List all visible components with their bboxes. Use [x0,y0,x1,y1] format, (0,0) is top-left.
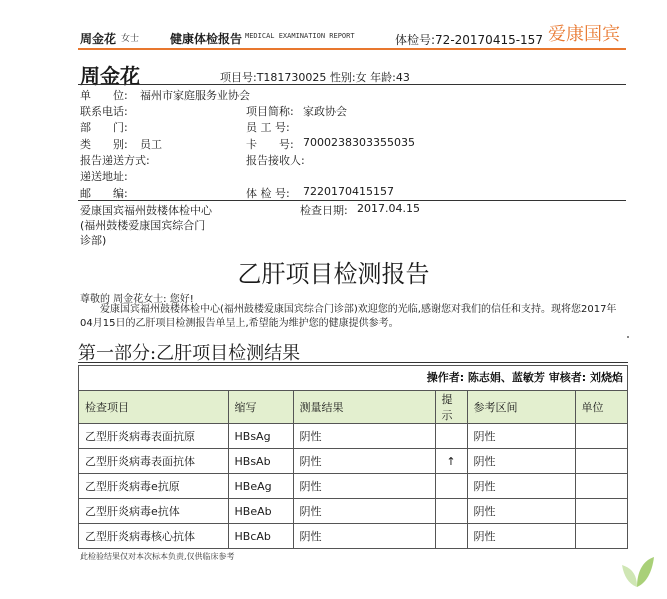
category-label: 类 别: [80,138,128,151]
col-header-result: 测量结果 [293,391,435,424]
col-header-abbr: 缩写 [228,391,293,424]
margin-dot [627,336,629,338]
table-row [79,474,627,499]
cell-unit [575,474,627,499]
col-header-reference: 参考区间 [467,391,575,424]
exam-center-line1: 爱康国宾福州鼓楼体检中心 [80,204,212,217]
report-type-title: 健康体检报告 [170,32,243,46]
cell-result: 阴性 [293,524,435,549]
cell-result: 阴性 [293,499,435,524]
cell-unit [575,449,627,474]
cell-unit [575,424,627,449]
cell-abbr: HBeAg [228,474,293,499]
cell-reference: 阴性 [467,499,575,524]
receiver-label: 报告接收人: [246,154,305,167]
category-value: 员工 [140,138,162,151]
table-row [79,524,627,549]
table-row [79,424,627,449]
greeting: 尊敬的 周金花女士: 您好! [80,294,194,305]
header-divider [78,48,626,50]
cell-item: 乙型肝炎病毒核心抗体 [79,524,228,549]
exam-id-label: 体 检 号: [246,187,290,200]
info-divider [78,84,626,85]
exam-date-label: 检查日期: [300,204,348,217]
cell-unit [575,524,627,549]
section-title: 第一部分:乙肝项目检测结果 [78,343,301,364]
leaf-logo-icon [618,551,656,589]
delivery-method-label: 报告递送方式: [80,154,150,167]
patient-name: 周金花 [80,64,140,88]
cell-hint [435,474,467,499]
cell-item: 乙型肝炎病毒e抗体 [79,499,228,524]
card-label: 卡 号: [246,138,294,151]
intro-paragraph: 爱康国宾福州鼓楼体检中心(福州鼓楼爱康国宾综合门诊部)欢迎您的光临,感谢您对我们的信任和支持。现将您2017年04月15日的乙肝项目检测报告单呈上,希望能为维护您的健康提供参考。 [80,304,617,329]
footer-disclaimer: 此检验结果仅对本次标本负责,仅供临床参考 [80,552,235,561]
cell-hint [435,499,467,524]
center-divider [78,200,626,201]
cell-item: 乙型肝炎病毒表面抗体 [79,449,228,474]
cell-item: 乙型肝炎病毒e抗原 [79,474,228,499]
section-divider [78,362,628,363]
cell-reference: 阴性 [467,449,575,474]
exam-date-value: 2017.04.15 [357,202,420,215]
project-gender-age: 项目号:T181730025 性别:女 年龄:43 [220,71,410,84]
cell-reference: 阴性 [467,424,575,449]
cell-hint [435,524,467,549]
header-exam-number: 体检号:72-20170415-157 [395,33,543,47]
exam-id-value: 7220170415157 [303,185,394,198]
col-header-item: 检查项目 [79,391,228,424]
cell-unit [575,499,627,524]
operator-reviewer: 操作者: 陈志娟、蓝敏芳 审核者: 刘烧焰 [426,371,623,384]
cell-result: 阴性 [293,424,435,449]
cell-item: 乙型肝炎病毒表面抗原 [79,424,228,449]
table-header-row [79,391,627,424]
staff-number-label: 员 工 号: [246,121,290,134]
address-label: 递送地址: [80,170,128,183]
exam-center [80,203,212,248]
department-label: 部 门: [80,121,128,134]
cell-reference: 阴性 [467,524,575,549]
cell-abbr: HBsAg [228,424,293,449]
unit-value: 福州市家庭服务业协会 [140,89,250,102]
postcode-label: 邮 编: [80,187,128,200]
brand-logo: 爱康国宾 [548,24,620,45]
results-table-wrapper [78,365,628,549]
card-value: 7000238303355035 [303,136,415,149]
cell-hint: ↑ [435,449,467,474]
project-abbr-value: 家政协会 [303,105,347,118]
header-gender: 女士 [121,34,140,44]
report-type-subtitle: MEDICAL EXAMINATION REPORT [245,32,355,40]
col-header-hint: 提示 [435,391,467,424]
cell-reference: 阴性 [467,474,575,499]
col-header-unit: 单位 [575,391,627,424]
report-title: 乙肝项目检测报告 [237,260,430,288]
cell-abbr: HBeAb [228,499,293,524]
cell-abbr: HBsAb [228,449,293,474]
table-row [79,499,627,524]
cell-hint [435,424,467,449]
cell-result: 阴性 [293,449,435,474]
header-patient-name: 周金花 [80,32,117,46]
table-row [79,449,627,474]
project-abbr-label: 项目简称: [246,105,294,118]
cell-result: 阴性 [293,474,435,499]
exam-center-line3: 诊部) [80,234,107,247]
unit-label: 单 位: [80,89,128,102]
phone-label: 联系电话: [80,105,128,118]
cell-abbr: HBcAb [228,524,293,549]
results-table [79,390,627,548]
exam-center-line2: (福州鼓楼爱康国宾综合门 [80,219,206,232]
